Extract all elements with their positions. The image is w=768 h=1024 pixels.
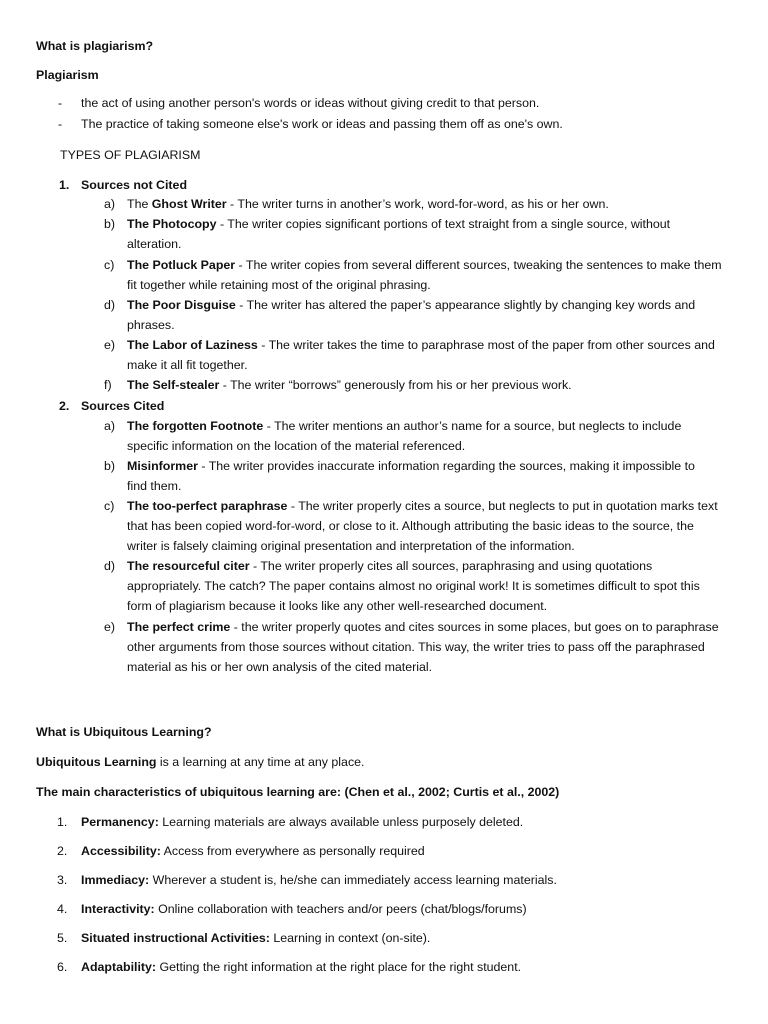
characteristic-item (81, 841, 425, 861)
ubiquitous-question: What is Ubiquitous Learning? (36, 725, 212, 739)
characteristic-text: Learning materials are always available unless purposely deleted. (158, 815, 524, 829)
characteristic-text: Online collaboration with teachers and/or peers (chat/blogs/forums) (154, 902, 527, 916)
characteristic-item (81, 870, 557, 890)
list-item-text (127, 295, 695, 315)
ubiquitous-definition-text: is a learning at any time at any place. (156, 755, 365, 769)
characteristic-number: 2. (57, 844, 68, 858)
item-description: - The writer takes the time to paraphrase most of the paper from other sources and (257, 338, 715, 352)
list-marker: d) (104, 298, 116, 312)
category-number: 2. (59, 399, 70, 413)
plagiarism-question: What is plagiarism? (36, 39, 154, 53)
list-marker: a) (104, 419, 116, 433)
list-item-text (127, 255, 722, 275)
item-lead: The (127, 197, 152, 211)
list-item-text (127, 416, 681, 436)
item-description-continued: material as his or her own analysis of the cited material. (127, 660, 433, 675)
item-description-continued: that has been copied word-for-word, or close to it. Although attributing the basic ideas to the source, the (127, 519, 694, 534)
list-marker: e) (104, 620, 116, 634)
item-description-continued: find them. (127, 479, 182, 494)
item-term: Ghost Writer (151, 197, 227, 211)
definition-item: The practice of taking someone else's work or ideas and passing them off as one's own. (81, 117, 563, 131)
item-description-continued: form of plagiarism because it looks like any other well-researched document. (127, 599, 548, 614)
ubiquitous-definition (36, 752, 364, 772)
item-term: The Potluck Paper (127, 258, 236, 272)
characteristic-item (81, 899, 527, 919)
list-item-text (127, 214, 670, 234)
characteristic-term: Adaptability: (81, 960, 157, 974)
item-description: - The writer turns in another’s work, word-for-word, as his or her own. (226, 197, 609, 211)
list-item-text (127, 496, 718, 516)
item-description: - The writer mentions an author’s name for a source, but neglects to include (263, 419, 682, 433)
characteristics-heading: The main characteristics of ubiquitous learning are: (Chen et al., 2002; Curtis et al., 2002) (36, 785, 560, 799)
item-description-continued: make it all fit together. (127, 358, 248, 373)
definition-dash: - (58, 96, 63, 110)
characteristic-item (81, 957, 521, 977)
types-heading: TYPES OF PLAGIARISM (60, 148, 201, 162)
item-description: - The writer “borrows” generously from his or her previous work. (219, 378, 572, 392)
characteristic-number: 1. (57, 815, 68, 829)
list-item-text (127, 456, 695, 476)
definition-item: the act of using another person's words or ideas without giving credit to that person. (81, 96, 540, 110)
item-description-continued: other arguments from those sources without citation. This way, the writer tries to pass off the paraphrased (127, 640, 705, 655)
item-term: The Self-stealer (127, 378, 220, 392)
characteristic-term: Situated instructional Activities: (81, 931, 270, 945)
item-description: - the writer properly quotes and cites sources in some places, but goes on to paraphrase (230, 620, 719, 634)
characteristic-number: 6. (57, 960, 68, 974)
definition-dash: - (58, 117, 63, 131)
ubiquitous-term: Ubiquitous Learning (36, 755, 157, 769)
item-description-continued: alteration. (127, 237, 182, 252)
characteristic-text: Wherever a student is, he/she can immediately access learning materials. (149, 873, 557, 887)
list-item-text (127, 375, 572, 395)
item-term: The resourceful citer (127, 559, 250, 573)
item-description: - The writer has altered the paper’s appearance slightly by changing key words and (235, 298, 696, 312)
item-term: The forgotten Footnote (127, 419, 264, 433)
list-marker: c) (104, 258, 115, 272)
characteristic-term: Interactivity: (81, 902, 155, 916)
item-description: - The writer properly cites a source, but neglects to put in quotation marks text (287, 499, 718, 513)
item-description: - The writer copies significant portions of text straight from a single source, without (216, 217, 671, 231)
characteristic-number: 4. (57, 902, 68, 916)
list-marker: a) (104, 197, 116, 211)
list-marker: b) (104, 217, 116, 231)
item-description: - The writer provides inaccurate information regarding the sources, making it impossible to (197, 459, 695, 473)
item-description-continued: fit together while retaining most of the original phrasing. (127, 278, 431, 293)
list-item-text (127, 617, 719, 637)
characteristic-text: Access from everywhere as personally required (160, 844, 425, 858)
plagiarism-term: Plagiarism (36, 68, 99, 82)
category-number: 1. (59, 178, 70, 192)
list-marker: d) (104, 559, 116, 573)
characteristic-term: Accessibility: (81, 844, 161, 858)
list-marker: f) (104, 378, 112, 392)
item-description-continued: phrases. (127, 318, 175, 333)
list-item-text (127, 335, 715, 355)
list-marker: b) (104, 459, 116, 473)
characteristic-number: 3. (57, 873, 68, 887)
item-description: - The writer copies from several different sources, tweaking the sentences to make them (235, 258, 722, 272)
characteristic-term: Immediacy: (81, 873, 150, 887)
characteristic-text: Getting the right information at the right place for the right student. (156, 960, 522, 974)
characteristic-term: Permanency: (81, 815, 159, 829)
item-description: - The writer properly cites all sources, paraphrasing and using quotations (249, 559, 653, 573)
item-description-continued: specific information on the location of the material referenced. (127, 439, 466, 454)
characteristic-number: 5. (57, 931, 68, 945)
item-term: The Photocopy (127, 217, 217, 231)
category-title: Sources Cited (81, 399, 165, 413)
list-item-text (127, 556, 652, 576)
item-description-continued: writer is falsely claiming original presentation and interpretation of the information. (127, 539, 575, 554)
characteristic-item (81, 812, 523, 832)
item-term: The perfect crime (127, 620, 231, 634)
item-term: The Labor of Laziness (127, 338, 258, 352)
characteristic-item (81, 928, 430, 948)
item-term: The too-perfect paraphrase (127, 499, 288, 513)
list-marker: e) (104, 338, 116, 352)
item-term: The Poor Disguise (127, 298, 236, 312)
category-title: Sources not Cited (81, 178, 188, 192)
characteristic-text: Learning in context (on-site). (269, 931, 431, 945)
list-marker: c) (104, 499, 115, 513)
list-item-text (127, 194, 609, 214)
item-term: Misinformer (127, 459, 198, 473)
item-description-continued: appropriately. The catch? The paper contains almost no original work! It is sometimes difficult to spot this (127, 579, 700, 594)
